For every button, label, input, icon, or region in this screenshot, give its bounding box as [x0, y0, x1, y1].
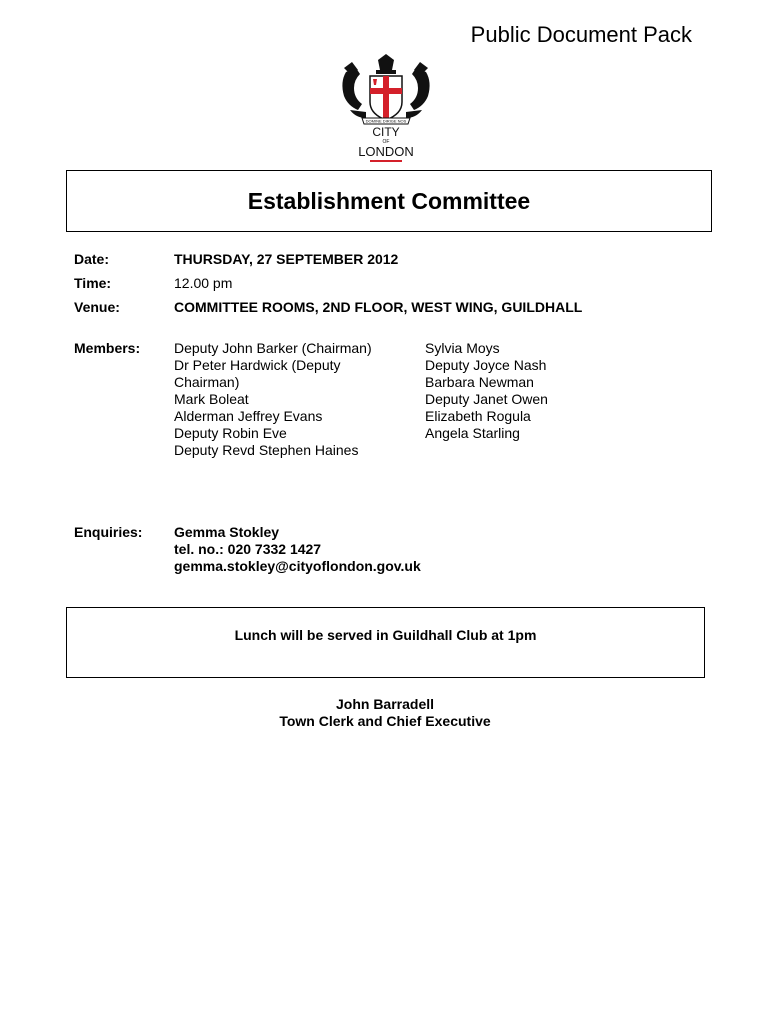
- member-item: Deputy Janet Owen: [425, 391, 548, 407]
- member-item: Deputy Joyce Nash: [425, 357, 547, 373]
- enquiries-email: gemma.stokley@cityoflondon.gov.uk: [174, 558, 421, 574]
- member-item: Elizabeth Rogula: [425, 408, 531, 424]
- public-document-pack-label: Public Document Pack: [470, 22, 692, 47]
- logo-city-text: CITY: [372, 125, 400, 139]
- time-value: 12.00 pm: [174, 275, 233, 291]
- signatory-role: Town Clerk and Chief Executive: [279, 713, 491, 729]
- date-value: THURSDAY, 27 SEPTEMBER 2012: [174, 251, 399, 267]
- member-item: Angela Starling: [425, 425, 520, 441]
- member-item: Sylvia Moys: [425, 340, 500, 356]
- time-label: Time:: [74, 275, 112, 291]
- city-of-london-logo: [336, 52, 436, 168]
- enquiries-block: [174, 524, 421, 575]
- enquiries-name: Gemma Stokley: [174, 524, 280, 540]
- enquiries-tel: tel. no.: 020 7332 1427: [174, 541, 322, 557]
- member-item: Chairman): [174, 374, 240, 390]
- logo-motto: DOMINE DIRIGE NOS: [365, 118, 407, 124]
- page-title: Establishment Committee: [247, 187, 531, 214]
- signatory-name: John Barradell: [335, 696, 435, 712]
- member-item: Barbara Newman: [425, 374, 534, 390]
- logo-london-text: LONDON: [358, 144, 414, 159]
- member-item: Deputy John Barker (Chairman): [174, 340, 372, 356]
- member-item: Alderman Jeffrey Evans: [174, 408, 323, 424]
- members-label: Members:: [74, 340, 141, 356]
- lunch-notice-text: Lunch will be served in Guildhall Club at 1pm: [234, 627, 537, 643]
- date-label: Date:: [74, 251, 110, 267]
- venue-value: COMMITTEE ROOMS, 2ND FLOOR, WEST WING, GUILDHALL: [174, 299, 583, 315]
- member-item: Mark Boleat: [174, 391, 249, 407]
- members-list-col2: [425, 340, 548, 442]
- venue-label: Venue:: [74, 299, 120, 315]
- enquiries-label: Enquiries:: [74, 524, 143, 540]
- lunch-notice-box: [66, 607, 705, 678]
- title-box: [66, 170, 712, 232]
- member-item: Deputy Revd Stephen Haines: [174, 442, 359, 458]
- members-list-col1: [174, 340, 372, 459]
- member-item: Dr Peter Hardwick (Deputy: [174, 357, 341, 373]
- member-item: Deputy Robin Eve: [174, 425, 287, 441]
- crest-graphic: [336, 52, 436, 168]
- logo-of-text: OF: [382, 139, 390, 145]
